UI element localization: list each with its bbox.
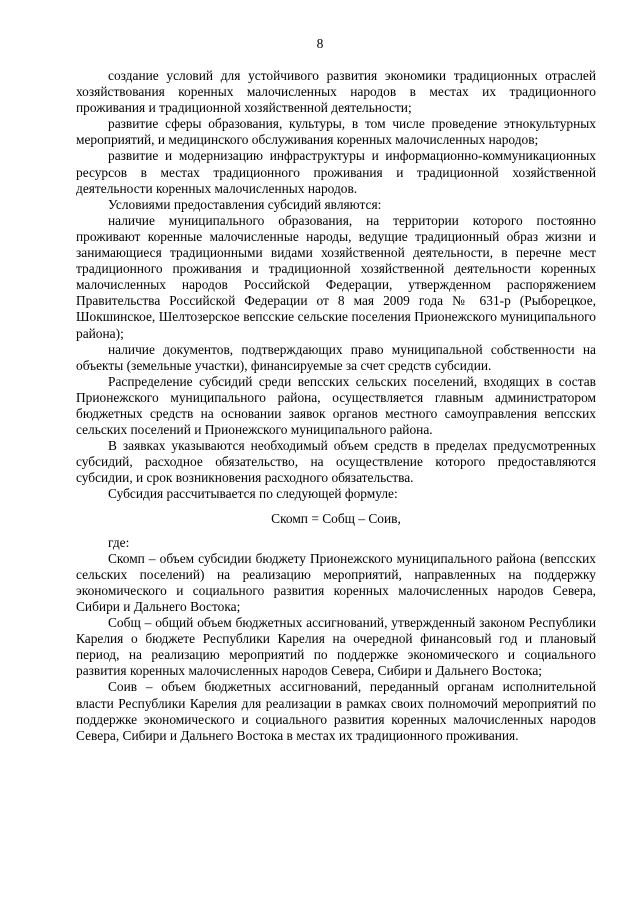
where-label: где: [108, 534, 130, 550]
paragraph: В заявках указываются необходимый объем средств в пределах предусмотренных субсидий, расходное обязательство, на осуществление которого предоставляются субсидии, и срок возникновения расходного обязательства. [76, 438, 596, 486]
paragraph: Субсидия рассчитывается по следующей формуле: [108, 486, 398, 502]
definition: Собщ – общий объем бюджетных ассигнований, утвержденный законом Республики Карелия о бюджете Республики Карелия на очередной финансовый год и плановый период, на реализацию мероприятий по поддержке экономического и социального развития коренных малочисленных народов Севера, Сибири и Дальнего Востока; [76, 615, 596, 679]
paragraph: создание условий для устойчивого развития экономики традиционных отраслей хозяйствования коренных малочисленных народов в местах их традиционного проживания и традиционной хозяйственной деятельности; [76, 68, 596, 116]
paragraph: наличие документов, подтверждающих право муниципальной собственности на объекты (земельные участки), финансируемые за счет средств субсидии. [76, 341, 596, 373]
definition: Скомп – объем субсидии бюджету Прионежского муниципального района (вепсских сельских поселений) на реализацию мероприятий, направленных на поддержку экономического и социального развития коренных малочисленных народов Севера, Сибири и Дальнего Востока; [76, 550, 596, 614]
paragraph: развитие и модернизацию инфраструктуры и информационно-коммуникационных ресурсов в местах традиционного проживания и традиционной хозяйственной деятельности коренных малочисленных народов. [76, 148, 596, 196]
definition: Соив – объем бюджетных ассигнований, переданный органам исполнительной власти Республики Карелия для реализации в рамках своих полномочий мероприятий по поддержке экономического и социального развития коренных малочисленных народов Севера, Сибири и Дальнего Востока в местах их традиционного проживания. [76, 679, 596, 743]
paragraph: наличие муниципального образования, на территории которого постоянно проживают коренные малочисленные народы, ведущие традиционный образ жизни и занимающиеся традиционными видами хозяйственной деятельности, в перечне мест традиционного проживания и традиционной хозяйственной деятельности коренных малочисленных народов Российской Федерации, утвержденном распоряжением Правительства Российской Федерации от 8 мая 2009 года № 631-р (Рыборецкое, Шокшинское, Шелтозерское вепсские сельские поселения Прионежского муниципального района); [76, 212, 596, 341]
document-body [76, 68, 596, 744]
paragraph: развитие сферы образования, культуры, в том числе проведение этнокультурных мероприятий, и медицинского обслуживания коренных малочисленных народов; [76, 116, 596, 148]
page-number: 8 [316, 36, 324, 51]
paragraph: Распределение субсидий среди вепсских сельских поселений, входящих в состав Прионежского муниципального района, осуществляется главным администратором бюджетных средств на основании заявок органов местного самоуправления вепсских сельских поселений и Прионежского муниципального района. [76, 373, 596, 438]
paragraph: Условиями предоставления субсидий являются: [108, 196, 382, 212]
formula: Скомп = Собщ – Соив, [271, 510, 401, 526]
